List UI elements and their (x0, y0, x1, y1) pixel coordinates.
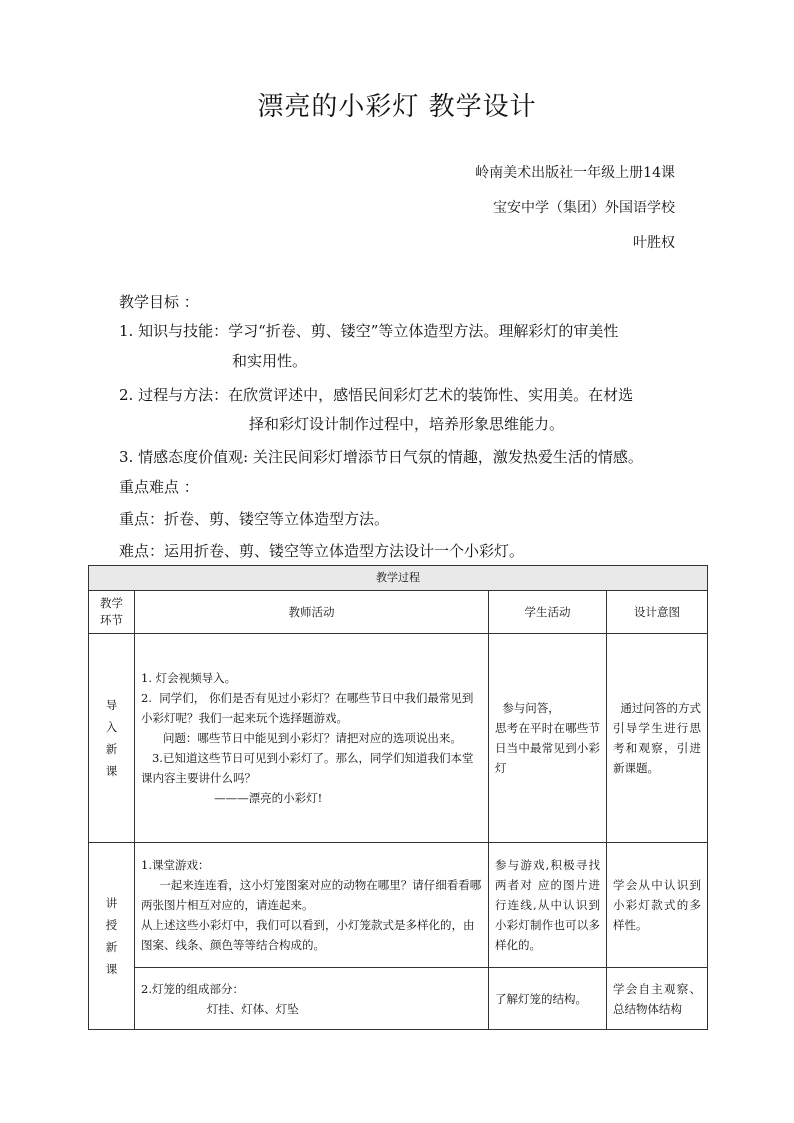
table-row (89, 968, 708, 1030)
design-intent: 学会从中认识到小彩灯款式的多样性。 (607, 843, 708, 968)
difficult-point: 难点：运用折卷、剪、镂空等立体造型方法设计一个小彩灯。 (119, 542, 525, 560)
key-point: 重点：折卷、剪、镂空等立体造型方法。 (119, 510, 390, 528)
table-row (89, 843, 708, 968)
objective-3: 3. 情感态度价值观: 关注民间彩灯增添节日气氛的情趣，激发热爱生活的情感。 (119, 448, 643, 466)
header-stage: 教学 环节 (89, 591, 135, 634)
header-student: 学生活动 (489, 591, 607, 634)
table-caption: 教学过程 (89, 566, 708, 591)
teacher-activity: 1.课堂游戏： 一起来连连看，这小灯笼图案对应的动物在哪里？请仔细看看哪两张图片相互对应的，请连起来。 从上述这些小彩灯中，我们可以看到，小灯笼款式是多样化的，由图案、线条、颜色等等结合构成的。 (135, 843, 489, 968)
objective-2-cont: 择和彩灯设计制作过程中，培养形象思维能力。 (249, 415, 565, 433)
school-line: 宝安中学（集团）外国语学校 (493, 200, 675, 216)
header-teacher: 教师活动 (135, 591, 489, 634)
stage-intro: 导 入 新 课 (89, 634, 135, 843)
student-activity: 了解灯笼的结构。 (489, 968, 607, 1030)
stage-teach: 讲 授 新 课 (89, 843, 135, 1030)
teaching-process-table (88, 565, 708, 1030)
teacher-activity: 1. 灯会视频导入。 2. 同学们， 你们是否有见过小彩灯？在哪些节日中我们最常见到小彩灯呢？我们一起来玩个选择题游戏。 问题：哪些节日中能见到小彩灯？请把对应的选项说出来。 3.已知道这些节日可见到小彩灯了。那么，同学们知道我们本堂课内容主要讲什么吗？ ———漂亮的小彩灯! (135, 634, 489, 843)
header-intent: 设计意图 (607, 591, 708, 634)
objective-1-cont: 和实用性。 (232, 352, 308, 370)
teacher-activity: 2.灯笼的组成部分： 灯挂、灯体、灯坠 (135, 968, 489, 1030)
table-row (89, 634, 708, 843)
objective-2: 2. 过程与方法：在欣赏评述中，感悟民间彩灯艺术的装饰性、实用美。在材选 (119, 386, 634, 404)
student-activity: 参与问答， 思考在平时在哪些节日当中最常见到小彩灯 (489, 634, 607, 843)
table-header-row (89, 591, 708, 634)
design-intent: 通过问答的方式引导学生进行思考和观察，引进新课题。 (607, 634, 708, 843)
publisher-line: 岭南美术出版社一年级上册14课 (475, 165, 675, 181)
design-intent: 学会自主观察、总结物体结构 (607, 968, 708, 1030)
document-title: 漂亮的小彩灯 教学设计 (257, 92, 537, 122)
student-activity: 参与游戏,积极寻找两者对 应的图片进行连线,从中认识到小彩灯制作也可以多样化的。 (489, 843, 607, 968)
objective-1: 1. 知识与技能：学习“折卷、剪、镂空”等立体造型方法。理解彩灯的审美性 (119, 322, 619, 340)
keypoints-heading: 重点难点 ： (119, 478, 199, 496)
objectives-heading: 教学目标 ： (119, 293, 199, 311)
author-line: 叶胜权 (633, 235, 675, 251)
